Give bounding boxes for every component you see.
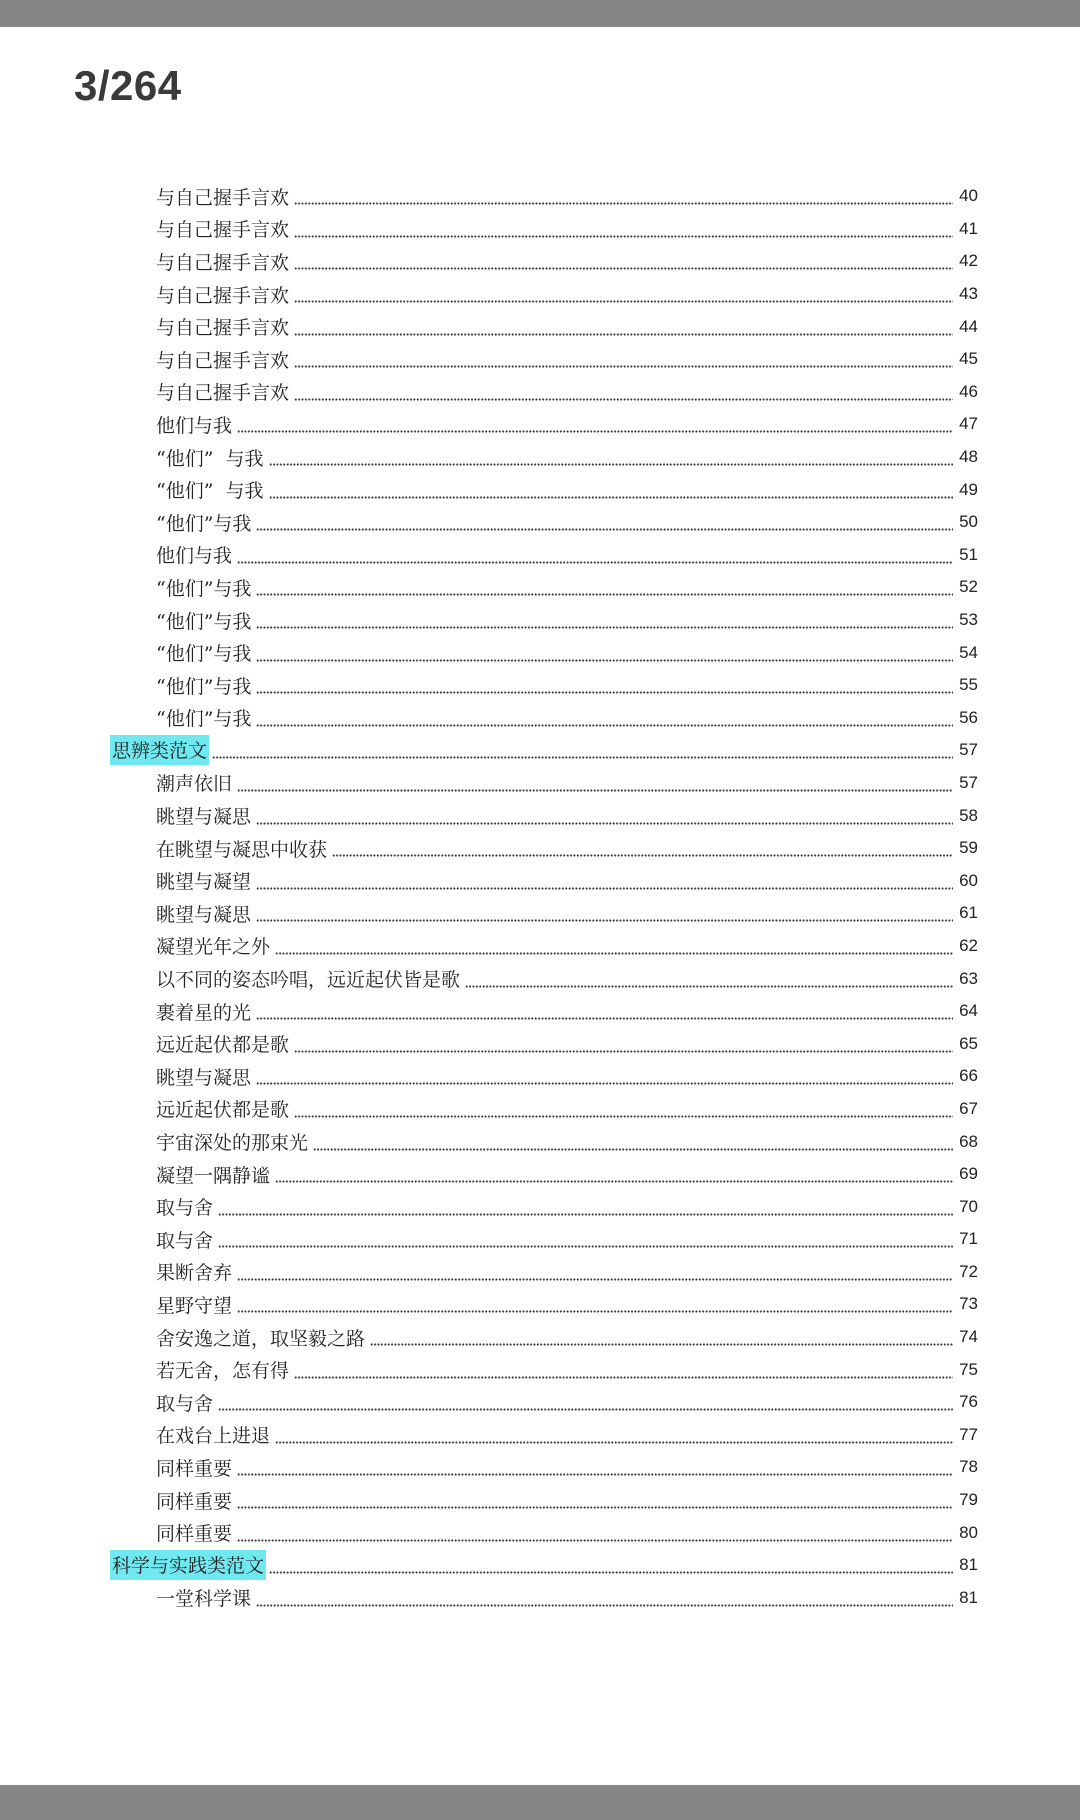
dot-leader [275,1426,953,1444]
toc-entry-line [110,734,978,767]
toc-section-heading[interactable] [0,734,1080,767]
toc-entry[interactable] [0,1190,1080,1223]
toc-page-number: 62 [959,935,978,955]
toc-entry-line [156,669,978,702]
toc-entry-line [156,1223,978,1256]
toc-entry-line [156,1158,978,1191]
toc-page-number: 68 [959,1131,978,1151]
toc-entry-line [156,995,978,1028]
toc-entry-title[interactable]: 宇宙深处的那束光 [156,1132,309,1155]
dot-leader [218,1230,953,1248]
toc-entry-title[interactable]: “他们” 与我 [156,480,264,503]
toc-entry-title[interactable]: 凝望一隅静谧 [156,1164,271,1187]
toc-page-number: 61 [959,903,978,923]
dot-leader [275,937,953,955]
toc-entry-line [156,310,978,343]
toc-page-number: 56 [959,707,978,727]
toc-entry[interactable] [0,1093,1080,1126]
toc-entry-title[interactable]: 他们与我 [156,414,233,437]
toc-entry[interactable] [0,506,1080,539]
toc-page-number: 58 [959,805,978,825]
dot-leader [269,481,953,499]
toc-page-number: 81 [959,1587,978,1607]
toc-entry-line [156,539,978,572]
dot-leader [294,187,953,205]
dot-leader [465,970,953,988]
toc-entry-title[interactable]: 若无舍，怎有得 [156,1360,290,1383]
toc-entry[interactable] [0,702,1080,735]
toc-entry-title[interactable]: 同样重要 [156,1457,233,1480]
toc-page-number: 50 [959,512,978,532]
toc-entry-line [156,278,978,311]
toc-entry[interactable] [0,669,1080,702]
dot-leader [294,220,953,238]
toc-entry-line [156,1190,978,1223]
viewer-top-bar [0,0,1080,27]
toc-entry-line [156,930,978,963]
toc-page-number: 59 [959,838,978,858]
toc-entry[interactable] [0,1158,1080,1191]
toc-entry-title[interactable]: 与自己握手言欢 [156,382,290,405]
toc-entry-title[interactable]: “他们”与我 [156,512,252,535]
toc-entry[interactable] [0,832,1080,865]
toc-entry-title[interactable]: 星野守望 [156,1294,233,1317]
toc-entry-line [156,1386,978,1419]
toc-entry[interactable] [0,278,1080,311]
toc-entry-line [156,1419,978,1452]
toc-entry-line [156,604,978,637]
toc-entry-title[interactable]: 与自己握手言欢 [156,349,290,372]
dot-leader [256,1589,953,1607]
dot-leader [237,415,953,433]
toc-page-number: 60 [959,870,978,890]
toc-entry-line [156,473,978,506]
dot-leader [294,1361,953,1379]
toc-entry-title[interactable]: 与自己握手言欢 [156,284,290,307]
toc-entry-title[interactable]: 果断舍弃 [156,1262,233,1285]
toc-entry[interactable] [0,539,1080,572]
dot-leader [294,1100,953,1118]
dot-leader [218,1198,953,1216]
toc-entry-title[interactable]: 远近起伏都是歌 [156,1099,290,1122]
toc-entry[interactable] [0,1125,1080,1158]
toc-page-number: 69 [959,1164,978,1184]
toc-entry-line [156,1484,978,1517]
dot-leader [256,644,953,662]
toc-entry-line [156,1321,978,1354]
dot-leader [256,1067,953,1085]
toc-entry-title[interactable]: 他们与我 [156,545,233,568]
dot-leader [294,1035,953,1053]
toc-entry-title[interactable]: 一堂科学课 [156,1588,252,1611]
dot-leader [313,1133,953,1151]
toc-page-number: 76 [959,1392,978,1412]
dot-leader [256,513,953,531]
toc-page-number: 42 [959,251,978,271]
toc-entry-line [156,799,978,832]
toc-page-number: 43 [959,284,978,304]
dot-leader [212,741,953,759]
toc-page-number: 78 [959,1457,978,1477]
dot-leader [256,872,953,890]
dot-leader [294,252,953,270]
toc-entry[interactable] [0,1353,1080,1386]
toc-page-number: 51 [959,544,978,564]
toc-entry[interactable] [0,1451,1080,1484]
toc-page-number: 55 [959,675,978,695]
toc-entry-line [156,408,978,441]
toc-entry-title[interactable]: “他们”与我 [156,643,252,666]
dot-leader [269,1556,953,1574]
toc-entry-title[interactable]: 取与舍 [156,1229,214,1252]
toc-entry[interactable] [0,1288,1080,1321]
toc-entry-title[interactable]: “他们”与我 [156,708,252,731]
toc-entry-line [156,1093,978,1126]
dot-leader [256,1002,953,1020]
toc-entry[interactable] [0,636,1080,669]
toc-entry-title[interactable]: 同样重要 [156,1523,233,1546]
viewer-bottom-bar [0,1785,1080,1820]
dot-leader [294,383,953,401]
dot-leader [256,904,953,922]
toc-page-number: 80 [959,1522,978,1542]
toc-page-number: 48 [959,447,978,467]
toc-entry-line [156,832,978,865]
toc-page-number: 74 [959,1327,978,1347]
toc-entry-title[interactable]: 眺望与凝望 [156,871,252,894]
toc-entry[interactable] [0,1027,1080,1060]
toc-entry-line [156,962,978,995]
toc-page-number: 64 [959,1001,978,1021]
toc-entry[interactable] [0,343,1080,376]
toc-page-number: 79 [959,1490,978,1510]
toc-entry-line [156,571,978,604]
dot-leader [256,578,953,596]
toc-entry-line [156,1582,978,1615]
toc-entry-line [156,441,978,474]
toc-entry[interactable] [0,376,1080,409]
toc-entry[interactable] [0,767,1080,800]
toc-entry-title[interactable]: 与自己握手言欢 [156,317,290,340]
toc-page-number: 67 [959,1098,978,1118]
toc-entry[interactable] [0,1419,1080,1452]
dot-leader [218,1393,953,1411]
toc-entry[interactable] [0,1321,1080,1354]
table-of-contents [0,180,1080,1614]
toc-entry-title[interactable]: 以不同的姿态吟唱，远近起伏皆是歌 [156,969,461,992]
toc-entry-line [156,1288,978,1321]
toc-entry-line [156,767,978,800]
toc-page-number: 77 [959,1424,978,1444]
toc-entry[interactable] [0,864,1080,897]
toc-entry-line [156,180,978,213]
toc-entry[interactable] [0,213,1080,246]
toc-entry-title[interactable]: 眺望与凝思 [156,1066,252,1089]
toc-page-number: 49 [959,479,978,499]
toc-entry-line [110,1549,978,1582]
toc-entry[interactable] [0,995,1080,1028]
toc-entry-title[interactable]: 眺望与凝思 [156,806,252,829]
toc-page-number: 47 [959,414,978,434]
toc-entry-title[interactable]: “他们”与我 [156,610,252,633]
toc-entry-title[interactable]: 同样重要 [156,1490,233,1513]
toc-entry-line [156,376,978,409]
toc-page-number: 70 [959,1196,978,1216]
toc-entry-line [156,636,978,669]
toc-entry-line [156,1353,978,1386]
toc-page-number: 75 [959,1359,978,1379]
toc-entry-title[interactable]: “他们”与我 [156,577,252,600]
toc-entry-line [156,506,978,539]
toc-entry-title[interactable]: 与自己握手言欢 [156,251,290,274]
toc-entry[interactable] [0,1223,1080,1256]
toc-entry[interactable] [0,180,1080,213]
toc-entry-line [156,864,978,897]
toc-entry[interactable] [0,1484,1080,1517]
toc-entry-line [156,1451,978,1484]
toc-entry[interactable] [0,1386,1080,1419]
toc-page-number: 45 [959,349,978,369]
toc-entry-line [156,897,978,930]
toc-entry[interactable] [0,441,1080,474]
toc-page-number: 53 [959,610,978,630]
toc-page-number: 73 [959,1294,978,1314]
toc-entry-title[interactable]: 取与舍 [156,1197,214,1220]
dot-leader [370,1328,953,1346]
toc-entry-title[interactable]: 裹着星的光 [156,1001,252,1024]
toc-entry[interactable] [0,571,1080,604]
toc-page-number: 65 [959,1033,978,1053]
dot-leader [237,1524,953,1542]
toc-page-number: 66 [959,1066,978,1086]
toc-entry-line [156,1060,978,1093]
toc-entry-title[interactable]: 舍安逸之道，取坚毅之路 [156,1327,366,1350]
toc-entry-title[interactable]: 在戏台上进退 [156,1425,271,1448]
toc-entry-title[interactable]: 凝望光年之外 [156,936,271,959]
toc-entry[interactable] [0,1256,1080,1289]
toc-entry[interactable] [0,1060,1080,1093]
dot-leader [294,350,953,368]
toc-entry[interactable] [0,799,1080,832]
dot-leader [256,709,953,727]
toc-entry-line [156,1516,978,1549]
toc-entry[interactable] [0,897,1080,930]
dot-leader [275,1165,953,1183]
toc-page-number: 44 [959,316,978,336]
toc-entry[interactable] [0,1516,1080,1549]
toc-entry-title[interactable]: 远近起伏都是歌 [156,1034,290,1057]
toc-entry-title[interactable]: 在眺望与凝思中收获 [156,838,328,861]
toc-entry[interactable] [0,604,1080,637]
toc-page-number: 57 [959,772,978,792]
toc-entry[interactable] [0,408,1080,441]
toc-entry-title[interactable]: 取与舍 [156,1392,214,1415]
dot-leader [332,839,953,857]
toc-entry[interactable] [0,930,1080,963]
toc-entry-title[interactable]: 与自己握手言欢 [156,186,290,209]
dot-leader [237,1458,953,1476]
toc-entry[interactable] [0,310,1080,343]
dot-leader [237,546,953,564]
dot-leader [237,1295,953,1313]
toc-entry-line [156,1256,978,1289]
toc-page-number: 52 [959,577,978,597]
dot-leader [294,318,953,336]
toc-entry[interactable] [0,473,1080,506]
page-indicator: 3/264 [74,62,182,109]
dot-leader [294,285,953,303]
toc-entry-title[interactable]: “他们” 与我 [156,447,264,470]
toc-page-number: 54 [959,642,978,662]
toc-entry-title[interactable]: 科学与实践类范文 [110,1550,266,1580]
toc-entry-title[interactable]: 潮声依旧 [156,773,233,796]
toc-entry-line [156,1027,978,1060]
toc-entry-line [156,343,978,376]
toc-entry[interactable] [0,245,1080,278]
toc-entry-line [156,1125,978,1158]
toc-page-number: 72 [959,1261,978,1281]
toc-entry-title[interactable]: 眺望与凝思 [156,903,252,926]
dot-leader [269,448,953,466]
toc-page-number: 40 [959,186,978,206]
dot-leader [256,611,953,629]
toc-entry-title[interactable]: 思辨类范文 [110,735,209,765]
toc-entry-line [156,702,978,735]
toc-page-number: 46 [959,381,978,401]
toc-entry-title[interactable]: 与自己握手言欢 [156,219,290,242]
dot-leader [256,807,953,825]
toc-page-number: 57 [959,740,978,760]
toc-entry-line [156,245,978,278]
dot-leader [237,774,953,792]
toc-entry-title[interactable]: “他们”与我 [156,675,252,698]
dot-leader [237,1263,953,1281]
toc-page-number: 71 [959,1229,978,1249]
toc-page-number: 81 [959,1555,978,1575]
toc-page-number: 41 [959,218,978,238]
dot-leader [237,1491,953,1509]
toc-entry[interactable] [0,1582,1080,1615]
toc-section-heading[interactable] [0,1549,1080,1582]
dot-leader [256,676,953,694]
toc-entry-line [156,213,978,246]
toc-entry[interactable] [0,962,1080,995]
toc-page-number: 63 [959,968,978,988]
